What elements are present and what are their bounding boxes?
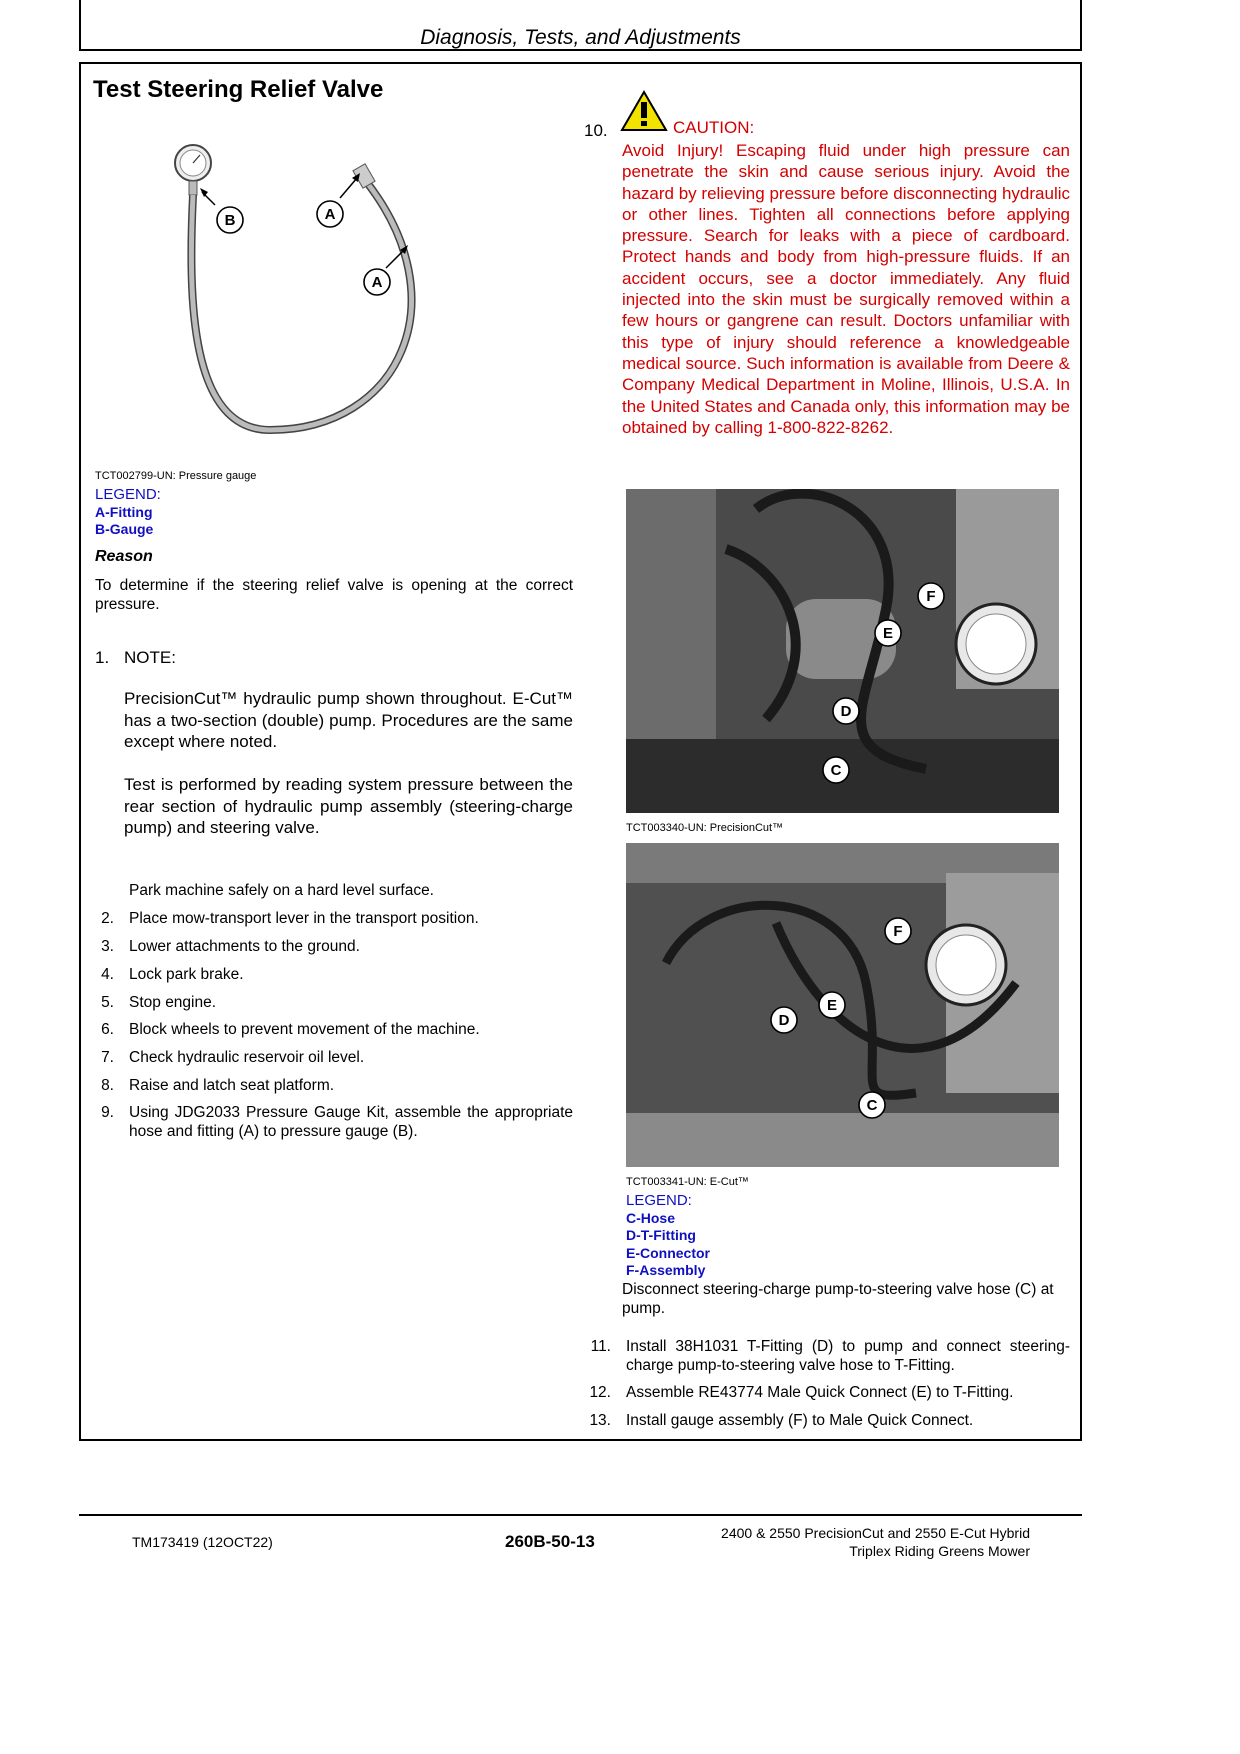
step-text: Park machine safely on a hard level surface. — [129, 882, 434, 899]
svg-text:E: E — [826, 997, 838, 1014]
step-text: Lower attachments to the ground. — [129, 938, 360, 955]
section-title: Test Steering Relief Valve — [93, 76, 384, 103]
step-text: Raise and latch seat platform. — [129, 1077, 335, 1094]
callout-b — [217, 207, 243, 233]
legend-item-d: D-T-Fitting — [626, 1227, 696, 1243]
callout-d — [833, 698, 859, 724]
step-number: 11. — [590, 1338, 611, 1355]
svg-text:C: C — [830, 762, 842, 779]
callout-f — [885, 918, 911, 944]
callout-e — [875, 620, 901, 646]
svg-text:C: C — [866, 1097, 878, 1114]
step-number: 13. — [589, 1412, 611, 1429]
precisioncut-pump-photo — [626, 489, 1059, 813]
callout-a-hose — [364, 269, 390, 295]
step-text: Block wheels to prevent movement of the machine. — [129, 1021, 480, 1038]
step-text: Install gauge assembly (F) to Male Quick Connect. — [626, 1412, 974, 1429]
step-number: 2. — [101, 910, 114, 927]
callout-e — [819, 992, 845, 1018]
step-number: 5. — [101, 994, 114, 1011]
figure3-caption: TCT003341-UN: E-Cut™ — [626, 1176, 749, 1188]
callout-c — [859, 1092, 885, 1118]
footer-product — [721, 1524, 1030, 1560]
svg-text:F: F — [926, 588, 936, 605]
legend-item-b: B-Gauge — [95, 521, 154, 537]
callout-d — [771, 1007, 797, 1033]
legend-item-e: E-Connector — [626, 1245, 710, 1261]
step-text: Check hydraulic reservoir oil level. — [129, 1049, 365, 1066]
step-text: Install 38H1031 T-Fitting (D) to pump and connect steering-charge pump-to-steering valve hose to T-Fitting. — [626, 1338, 1070, 1374]
svg-text:D: D — [840, 703, 852, 720]
callout-a-fitting — [317, 201, 343, 227]
step-number: 3. — [101, 938, 114, 955]
svg-text:B: B — [224, 212, 236, 229]
warning-triangle-icon — [620, 90, 668, 132]
note-label: NOTE: — [124, 648, 176, 667]
header-title: Diagnosis, Tests, and Adjustments — [420, 26, 741, 49]
step-number: 12. — [589, 1384, 611, 1401]
step-number: 9. — [101, 1104, 114, 1121]
legend-item-c: C-Hose — [626, 1210, 676, 1226]
step-text: Assemble RE43774 Male Quick Connect (E) to T-Fitting. — [626, 1384, 1014, 1401]
step-number: 8. — [101, 1077, 114, 1094]
step-text: Stop engine. — [129, 994, 217, 1011]
figure1-caption: TCT002799-UN: Pressure gauge — [95, 470, 257, 482]
reason-text: To determine if the steering relief valve is opening at the correct pressure. — [95, 577, 573, 613]
svg-text:F: F — [893, 923, 903, 940]
figure2-caption: TCT003340-UN: PrecisionCut™ — [626, 822, 784, 834]
svg-text:D: D — [778, 1012, 790, 1029]
footer-product-line1: 2400 & 2550 PrecisionCut and 2550 E-Cut Hybrid — [721, 1525, 1030, 1541]
caution-label: CAUTION: — [673, 118, 755, 137]
callout-f — [918, 583, 944, 609]
ecut-pump-photo — [626, 843, 1059, 1167]
legend-item-f: F-Assembly — [626, 1262, 706, 1278]
figure3-legend-heading: LEGEND: — [626, 1192, 692, 1209]
footer-rule — [79, 1514, 1082, 1516]
step-text: Lock park brake. — [129, 966, 244, 983]
footer-product-line2: Triplex Riding Greens Mower — [849, 1543, 1030, 1559]
figure1-legend-heading: LEGEND: — [95, 486, 161, 503]
step-number: 4. — [101, 966, 114, 983]
reason-heading: Reason — [95, 548, 153, 565]
pressure-gauge-illustration — [150, 130, 450, 470]
legend-item-a: A-Fitting — [95, 504, 153, 520]
footer-doc-id: TM173419 (12OCT22) — [132, 1534, 273, 1550]
footer-page-number: 260B-50-13 — [505, 1532, 595, 1551]
step-text: Place mow-transport lever in the transport position. — [129, 910, 479, 927]
note-para-2: Test is performed by reading system pressure between the rear section of hydraulic pump assembly (steering-charge pump) and steering valve. — [124, 775, 573, 837]
svg-text:A: A — [324, 206, 336, 223]
caution-number: 10. — [584, 121, 608, 140]
step-number: 6. — [101, 1021, 114, 1038]
step-number: 7. — [101, 1049, 114, 1066]
note-number: 1. — [95, 648, 110, 667]
step-text: Using JDG2033 Pressure Gauge Kit, assemble the appropriate hose and fitting (A) to pressure gauge (B). — [129, 1104, 573, 1140]
caution-text: Avoid Injury! Escaping fluid under high pressure can penetrate the skin and cause serious injury. Avoid the hazard by relieving pressure before disconnecting hydraulic or other lines. Tighten all connections before applying pressure. Search for leaks with a piece of cardboard. Protect hands and body from high-pressure fluids. If an accident occurs, see a doctor immediately. Any fluid injected into the skin must be surgically removed within a few hours or gangrene can result. Doctors unfamiliar with this type of injury should reference a knowledgeable medical source. Such information is available from Deere & Company Medical Department in Moline, Illinois, U.S.A. In the United States and Canada only, this information may be obtained by calling 1-800-822-8262. — [622, 141, 1070, 437]
note-para-1: PrecisionCut™ hydraulic pump shown throughout. E-Cut™ has a two-section (double) pump. Procedures are the same except where noted. — [124, 689, 573, 751]
svg-text:E: E — [882, 625, 894, 642]
svg-text:A: A — [371, 274, 383, 291]
callout-c — [823, 757, 849, 783]
disconnect-instruction: Disconnect steering-charge pump-to-steering valve hose (C) at pump. — [622, 1281, 1054, 1317]
